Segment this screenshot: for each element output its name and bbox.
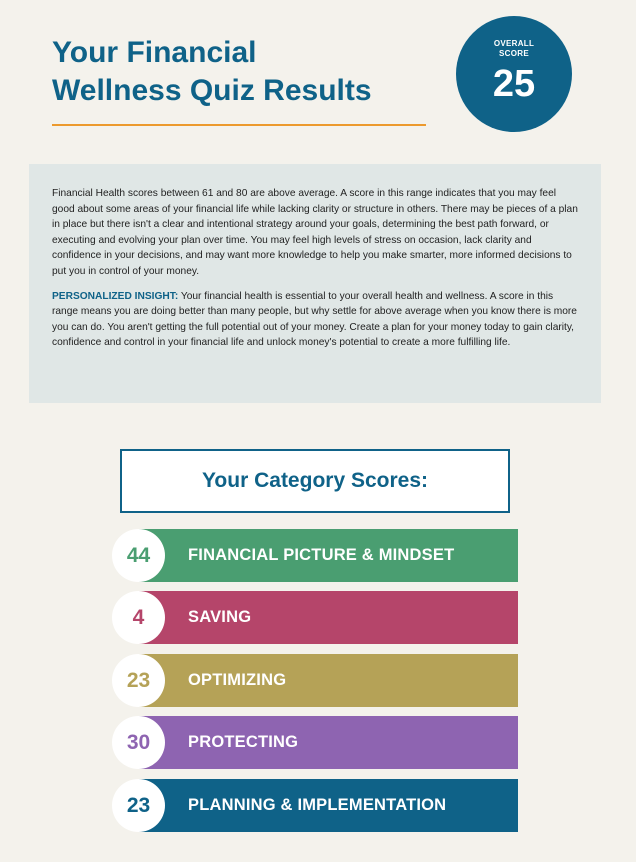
category-label: PLANNING & IMPLEMENTATION	[188, 796, 447, 814]
category-row-planning	[112, 779, 518, 832]
overall-score-badge	[456, 16, 572, 132]
category-label: PROTECTING	[188, 733, 299, 751]
category-scores-heading: Your Category Scores:	[120, 449, 510, 513]
summary-box	[29, 164, 601, 403]
category-row-financial-picture	[112, 529, 518, 582]
insight-text: Your financial health is essential to your overall health and wellness. A score in this range means you are doing better than many people, but why settle for above average when you know there is more you can do. You aren't getting the full potential out of your money. Create a plan for your money today to gain clarity, confidence and control in your financial life and unlock money's potential to create a more fulfilling life.	[52, 290, 577, 349]
overall-label-line-1: OVERALL	[493, 39, 535, 48]
insight-label: PERSONALIZED INSIGHT:	[52, 290, 179, 302]
category-score: 30	[112, 716, 165, 769]
category-row-optimizing	[112, 654, 518, 707]
page-title	[52, 34, 432, 110]
summary-paragraph: Financial Health scores between 61 and 80 are above average. A score in this range indicates that you may feel good about some areas of your financial life while lacking clarity or structure in others. There may be pieces of a plan in place but there isn't a clear and intentional strategy around your goals, determining the best path forward, or executing and evolving your plan over time. You may feel high levels of stress on occasion, lack clarity and confidence in your decisions, and may want more knowledge to help you make smarter, more informed decisions to put you in control of your money.	[52, 188, 578, 277]
title-line-2: Wellness Quiz Results	[52, 74, 372, 107]
category-row-protecting	[112, 716, 518, 769]
overall-label-line-2: SCORE	[499, 49, 529, 58]
category-score: 44	[112, 529, 165, 582]
category-row-saving	[112, 591, 518, 644]
category-label: FINANCIAL PICTURE & MINDSET	[188, 546, 455, 564]
category-label: OPTIMIZING	[188, 671, 287, 689]
category-label: SAVING	[188, 608, 252, 626]
title-divider	[52, 124, 426, 126]
category-score: 23	[112, 779, 165, 832]
title-line-1: Your Financial	[52, 36, 257, 69]
insight-paragraph	[52, 289, 579, 351]
overall-score-value: 25	[492, 63, 536, 105]
category-score: 4	[112, 591, 165, 644]
category-score: 23	[112, 654, 165, 707]
overall-score-label	[456, 39, 572, 59]
